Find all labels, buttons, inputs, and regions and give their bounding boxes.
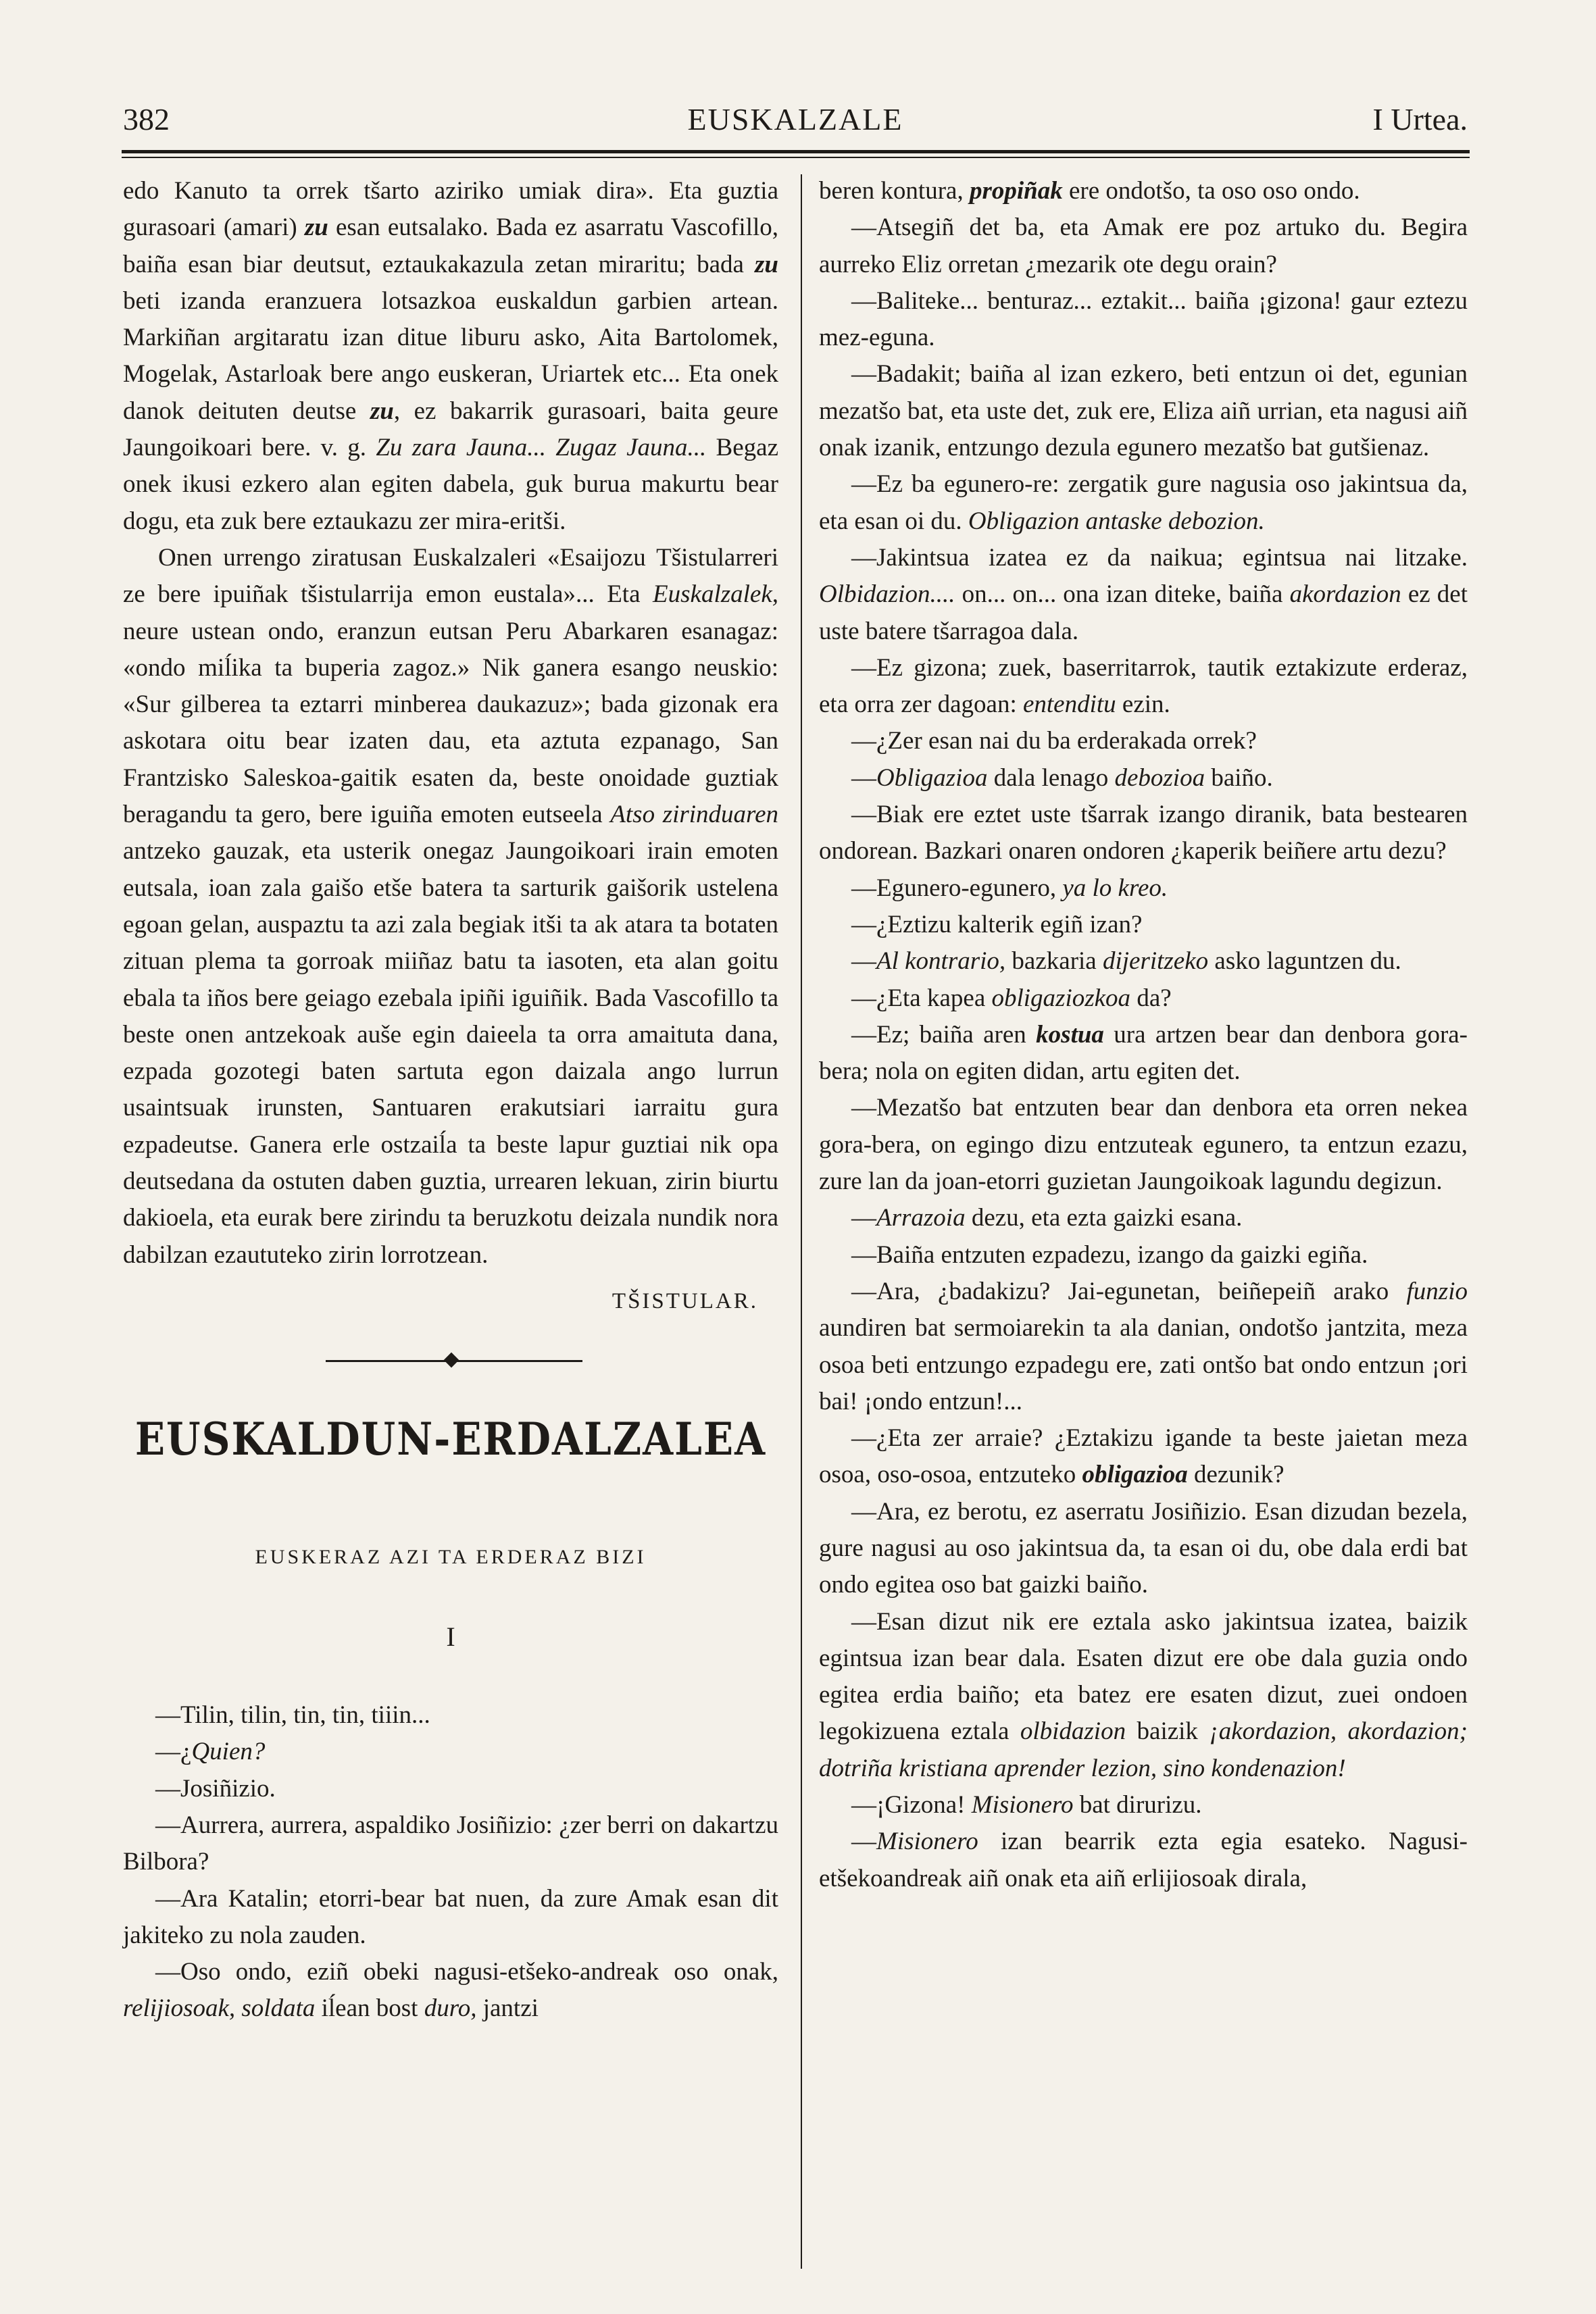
dialog-paragraph bbox=[819, 283, 1468, 357]
text-run: — bbox=[851, 947, 876, 976]
text-run: —Ez gizona; zuek, baserritarrok, tautik eztakizute erderaz, eta orra zer dagoan: bbox=[819, 653, 1468, 719]
text-run: beren kontura, bbox=[819, 177, 970, 205]
emphasis-text: duro, bbox=[424, 1994, 477, 2023]
text-run: baiño. bbox=[1205, 763, 1273, 792]
emphasis-text: akordazion bbox=[1289, 580, 1401, 609]
text-run: dala lenago bbox=[987, 763, 1115, 792]
text-run: —Aurrera, aurrera, aspaldiko Josiñizio: ¿zer berri on dakartzu Bilbora? bbox=[123, 1811, 778, 1876]
emphasis-text: relijiosoak, soldata bbox=[123, 1994, 316, 2023]
text-run: neure ustean ondo, eranzun eutsan Peru Abarkaren esanagaz: «ondo miĺika ta buperia zagoz.» Nik ganera esango neuskio: «Sur gilberea ta eztarri minberea daukazuz»; bada gizonak era askotara oitu bear izaten dau, eta aztuta ezpanago, San Frantzisko Saleskoa-gaitik esaten da, beste onoidade guztiak beragandu ta gero, bere iguiña emoten eutseela bbox=[123, 617, 778, 829]
dialog-paragraph bbox=[819, 209, 1468, 283]
dialog-line bbox=[123, 1954, 778, 2028]
section-divider-ornament bbox=[123, 1319, 778, 1394]
dialog-paragraph bbox=[819, 540, 1468, 650]
emphasis-text: Misionero bbox=[971, 1791, 1074, 1819]
paragraph bbox=[123, 173, 778, 540]
ornament-diamond bbox=[444, 1353, 459, 1368]
text-run: esan eutsalako. Bada ez asarratu Vascofillo, baiña esan biar deutsut, eztaukakazula zetan miraritu; bada bbox=[123, 213, 778, 278]
dialog-line bbox=[123, 1807, 778, 1881]
text-run: —Badakit; baiña al izan ezkero, beti entzun oi det, egunian mezatšo bat, eta uste det, zuk ere, Eliza aiñ urrian, eta nagusi aiñ onak izanik, entzungo dezula egunero mezatšo bat gutšienaz. bbox=[819, 360, 1468, 462]
text-run: —Ara, ez berotu, ez aserratu Josiñizio. Esan dizudan bezela, gure nagusi au oso jakintsua da, ta esan oi du, obe dala erdi bat ondo egitea oso bat gaizki baiño. bbox=[819, 1497, 1468, 1599]
emphasis-text: zu bbox=[304, 213, 328, 242]
emphasis-text: Euskalzalek, bbox=[653, 580, 778, 609]
text-run: —Egunero-egunero, bbox=[851, 874, 1063, 902]
text-run: bazkaria bbox=[1005, 947, 1103, 976]
emphasis-text: ya lo kreo. bbox=[1062, 874, 1168, 902]
dialog-paragraph bbox=[819, 980, 1468, 1017]
text-run: —Baliteke... benturaz... eztakit... baiña ¡gizona! gaur eztezu mez-eguna. bbox=[819, 286, 1468, 352]
emphasis-text: entenditu bbox=[1022, 690, 1116, 719]
emphasis-text: Olbidazion.... bbox=[819, 580, 955, 609]
text-run: —¿Zer esan nai du ba erderakada orrek? bbox=[851, 727, 1257, 755]
text-run: jantzi bbox=[476, 1994, 539, 2023]
dialog-line bbox=[123, 1881, 778, 1955]
dialog-paragraph bbox=[819, 1090, 1468, 1200]
text-run: baizik bbox=[1126, 1717, 1210, 1746]
text-run: —Biak ere eztet uste tšarrak izango diranik, bata bestearen ondorean. Bazkari onaren ondoren ¿kaperik beiñere artu dezu? bbox=[819, 801, 1468, 865]
emphasis-text: Obligazioa bbox=[876, 763, 988, 792]
text-run: edo Kanuto ta orrek tšarto aziriko umiak dira». Eta guztia gurasoari (amari) bbox=[123, 177, 778, 242]
dialog-paragraph bbox=[819, 723, 1468, 759]
header-rule bbox=[122, 150, 1470, 153]
text-run: —¿ bbox=[155, 1738, 192, 1766]
text-run: —Ez ba egunero-re: zergatik gure nagusia oso jakintsua da, eta esan oi du. bbox=[819, 470, 1468, 535]
text-run: ez det uste batere tšarragoa dala. bbox=[819, 580, 1468, 645]
dialog-paragraph bbox=[819, 650, 1468, 724]
chapter-number: I bbox=[446, 1621, 455, 1652]
emphasis-text: debozioa bbox=[1114, 763, 1205, 792]
page-number: 382 bbox=[123, 102, 170, 136]
text-run: —Ara, ¿badakizu? Jai-egunetan, beiñepeiñ arako bbox=[851, 1277, 1407, 1305]
journal-title: EUSKALZALE bbox=[687, 102, 903, 136]
dialog-paragraph bbox=[819, 943, 1468, 980]
dialog-paragraph bbox=[819, 797, 1468, 870]
text-run: asko laguntzen du. bbox=[1208, 947, 1401, 976]
dialog-line bbox=[123, 1697, 778, 1734]
emphasis-text: Atso zirinduaren bbox=[610, 801, 778, 829]
text-run: Begaz onek ikusi ezkero alan egiten dabela, guk burua makurtu bear dogu, eta zuk bere eztaukazu zer mira-eritši. bbox=[123, 434, 778, 535]
text-run: ere ondotšo, ta oso oso ondo. bbox=[1062, 177, 1360, 205]
text-run: , ez bakarrik gurasoari, baita geure Jaungoikoari bere. v. g. bbox=[123, 397, 778, 462]
text-run: — bbox=[851, 1828, 876, 1856]
signature: TŠISTULAR. bbox=[612, 1288, 758, 1313]
dialog-paragraph bbox=[819, 1823, 1468, 1897]
dialog-paragraph bbox=[819, 466, 1468, 540]
emphasis-text: Quien? bbox=[191, 1738, 266, 1766]
text-run: —¿Eztizu kalterik egiñ izan? bbox=[851, 910, 1143, 938]
emphasis-text: propiñak bbox=[969, 177, 1063, 205]
emphasis-text: zu bbox=[755, 250, 778, 278]
emphasis-text: funzio bbox=[1406, 1277, 1468, 1305]
text-run: iĺean bost bbox=[315, 1994, 424, 2023]
right-column bbox=[819, 173, 1468, 1897]
text-run: —Baiña entzuten ezpadezu, izango da gaizki egiña. bbox=[851, 1240, 1368, 1269]
dialog-paragraph bbox=[819, 760, 1468, 797]
dialog-paragraph bbox=[819, 1200, 1468, 1236]
text-run: —Jakintsua izatea ez da naikua; egintsua nai litzake. bbox=[851, 543, 1468, 572]
column-divider bbox=[801, 174, 802, 2269]
dialog-paragraph bbox=[819, 907, 1468, 943]
dialog-line bbox=[123, 1771, 778, 1807]
emphasis-text: olbidazion bbox=[1020, 1717, 1126, 1746]
section-title: EUSKALDUN-ERDALZALEA bbox=[134, 1413, 767, 1466]
text-run: ezin. bbox=[1116, 690, 1170, 719]
emphasis-text: obligazioa bbox=[1082, 1461, 1188, 1489]
emphasis-text: Al kontrario, bbox=[876, 947, 1006, 976]
text-run: —Esan dizut nik ere eztala asko jakintsua izatea, baizik egintsua izan bear dala. Esaten dizut ere obe dala guzia ondo egitea erdia baiño; eta batez ere esaten dizut, zuei ondoen legokizuena eztala bbox=[819, 1607, 1468, 1746]
section-subtitle: EUSKERAZ AZI TA ERDERAZ BIZI bbox=[255, 1545, 647, 1568]
text-run: —¿Eta kapea bbox=[851, 984, 992, 1012]
paragraph bbox=[123, 540, 778, 1274]
emphasis-text: ¡akordazion, akordazion; dotriña kristiana aprender lezion, sino kondenazion! bbox=[819, 1717, 1468, 1782]
dialog-paragraph bbox=[819, 356, 1468, 466]
text-run: dezu, eta ezta gaizki esana. bbox=[965, 1204, 1243, 1232]
text-run: Onen urrengo ziratusan Euskalzaleri «Esaijozu Tšistularreri ze bere ipuiñak tšistularrija emon eustala»... Eta bbox=[123, 543, 778, 609]
emphasis-text: Misionero bbox=[876, 1828, 978, 1856]
text-run: —Atsegiñ det ba, eta Amak ere poz artuko du. Begira aurreko Eliz orretan ¿mezarik ote degu orain? bbox=[819, 213, 1468, 278]
dialog-line bbox=[123, 1734, 778, 1770]
emphasis-text: Arrazoia bbox=[876, 1204, 966, 1232]
text-run: —Ara Katalin; etorri-bear bat nuen, da zure Amak esan dit jakiteko zu nola zauden. bbox=[123, 1884, 778, 1949]
emphasis-text: Obligazion antaske debozion. bbox=[968, 507, 1265, 535]
header-rule-thin bbox=[122, 157, 1470, 158]
text-run: —Mezatšo bat entzuten bear dan denbora eta orren nekea gora-bera, on egingo dizu entzuteak egunero, ta entzun ezazu, zure lan da joan-etorri guzietan Jaungoikoak lagundu degizun. bbox=[819, 1094, 1468, 1196]
text-run: ura artzen bear dan denbora gora-bera; nola on egiten didan, artu egiten det. bbox=[819, 1020, 1468, 1086]
text-run: —Oso ondo, eziñ obeki nagusi-etšeko-andreak oso onak, bbox=[155, 1958, 778, 1986]
year-label: I Urtea. bbox=[1372, 102, 1468, 136]
dialog-paragraph bbox=[819, 1604, 1468, 1787]
emphasis-text: zu bbox=[370, 397, 394, 425]
text-run: —¿Eta zer arraie? ¿Eztakizu igande ta beste jaietan meza osoa, oso-osoa, entzuteko bbox=[819, 1424, 1468, 1489]
dialog-paragraph bbox=[819, 1494, 1468, 1604]
emphasis-text: dijeritzeko bbox=[1102, 947, 1209, 976]
left-column bbox=[123, 173, 778, 2028]
text-run: da? bbox=[1130, 984, 1172, 1012]
text-run: on... on... ona izan diteke, baiña bbox=[955, 580, 1290, 609]
dialog-paragraph bbox=[819, 1787, 1468, 1823]
text-run: bat dirurizu. bbox=[1073, 1791, 1202, 1819]
text-run: dezunik? bbox=[1187, 1461, 1285, 1489]
emphasis-text: kostua bbox=[1036, 1020, 1104, 1049]
text-run: antzeko gauzak, eta usterik onegaz Jaungoikoari irain emoten eutsala, ioan zala gaišo etše batera ta sarturik gaišorik ustelena egoan gelan, auspaztu ta azi zala begiak itši ta ak atara ta botaten zituan plema ta gorroak miiñaz batu ta iasoten, eta alan goitu ebala ta iños bere geiago ezebala ipiñi iguiñik. Bada Vascofillo ta beste onen antzekoak auše egin daieela ta orra amaituta dana, ezpada gozotegi baten sartuta egon daizala ango lurrun usaintsuak irunsten, Santuaren erakutsiari iarraitu gura ezpadeutse. Ganera erle ostzaiĺa ta beste lapur guztiai nik opa deutsedana da ostuten daben guztia, urrearen lekuan, zirin biurtu dakioela, eta eurak bere zirindu ta beruzkotu deizala nundik nora dabilzan ezaututeko zirin lorrotzean. bbox=[123, 837, 778, 1269]
dialog-paragraph bbox=[819, 173, 1468, 209]
text-run: —¡Gizona! bbox=[851, 1791, 972, 1819]
text-run: — bbox=[851, 1204, 876, 1232]
text-run: — bbox=[851, 763, 876, 792]
text-run: izan bearrik ezta egia esateko. Nagusi-etšekoandreak aiñ onak eta aiñ erlijiosoak dirala, bbox=[819, 1828, 1468, 1892]
dialog-paragraph bbox=[819, 1420, 1468, 1494]
dialog-paragraph bbox=[819, 1274, 1468, 1420]
emphasis-text: Zu zara Jauna... Zugaz Jauna... bbox=[376, 434, 707, 462]
text-run: aundiren bat sermoiarekin ta ala danian, ondotšo jantzita, meza osoa beti entzungo ezpadegu ere, zati ontšo bat ondo entzun ¡ori bai! ¡ondo entzun!... bbox=[819, 1314, 1468, 1415]
dialog-block bbox=[123, 1697, 778, 2028]
text-run: —Ez; baiña aren bbox=[851, 1020, 1037, 1049]
page-header bbox=[123, 101, 1468, 149]
dialog-paragraph bbox=[819, 870, 1468, 907]
text-run: —Tilin, tilin, tin, tin, tiiin... bbox=[155, 1701, 430, 1730]
emphasis-text: obligaziozkoa bbox=[991, 984, 1131, 1012]
dialog-paragraph bbox=[819, 1017, 1468, 1090]
dialog-paragraph bbox=[819, 1237, 1468, 1274]
text-run: beti izanda eranzuera lotsazkoa euskaldun garbien artean. Markiñan argitaratu izan ditue liburu asko, Aita Bartolomek, Mogelak, Astarloak bere ango euskeran, Uriartek etc... Eta onek danok deituten deutse bbox=[123, 286, 778, 425]
text-run: —Josiñizio. bbox=[155, 1774, 276, 1803]
